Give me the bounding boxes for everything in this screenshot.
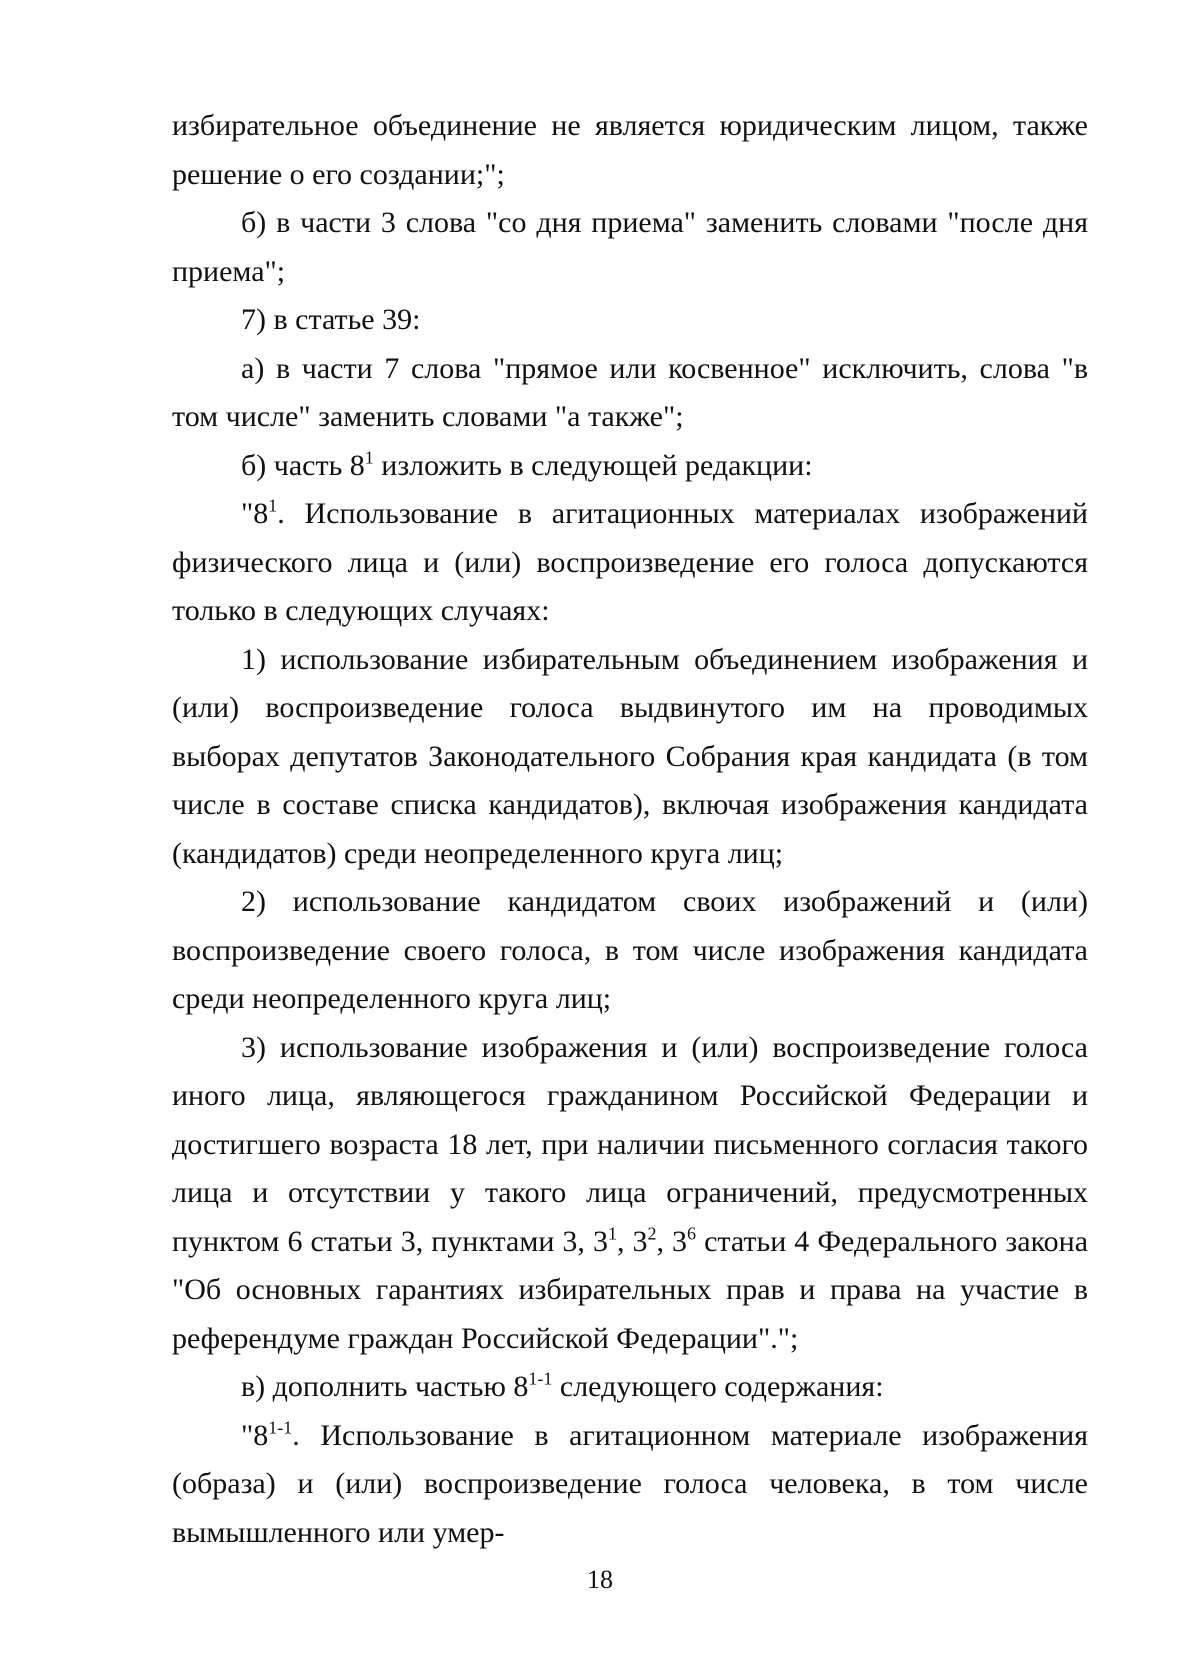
superscript: 1: [364, 446, 374, 467]
paragraph-text: "8: [241, 1418, 269, 1452]
superscript: 2: [647, 1222, 657, 1243]
paragraph: [172, 1363, 1088, 1412]
paragraph-text: а) в части 7 слова "прямое или косвенное" исключить, слова "в том числе" заменить словами "а также";: [172, 351, 1088, 433]
paragraph-text: 2) использование кандидатом своих изображений и (или) воспроизведение своего голоса, в том числе изображения кандидата среди неопределенного круга лиц;: [172, 885, 1088, 1015]
paragraph-text: изложить в следующей редакции:: [373, 448, 813, 482]
superscript: 6: [687, 1222, 697, 1243]
paragraph: [172, 636, 1088, 879]
paragraph-text: 3) использование изображения и (или) воспроизведение голоса иного лица, являющегося гражданином Российской Федерации и достигшего возраста 18 лет, при наличии письменного согласия такого лица и отсутствии у такого лица ограничений, предусмотренных пунктом 6 статьи 3, пунктами 3, 3: [172, 1030, 1088, 1258]
paragraph-text: . Использование в агитационных материалах изображений физического лица и (или) воспроизведение его голоса допускаются только в следующих случаях:: [172, 497, 1088, 627]
paragraph-text: , 3: [616, 1224, 648, 1258]
paragraph-text: б) в части 3 слова "со дня приема" заменить словами "после дня приема";: [172, 206, 1088, 288]
paragraph-text: следующего содержания:: [552, 1370, 884, 1403]
page-number: 18: [587, 1565, 613, 1594]
superscript: 1-1: [528, 1368, 553, 1389]
paragraph: [172, 345, 1088, 442]
paragraph: [172, 878, 1088, 1024]
paragraph: [172, 199, 1088, 296]
paragraph-text: статьи 4 Федерального закона "Об основных гарантиях избирательных прав и права на участие в референдуме граждан Российской Федерации".";: [172, 1224, 1089, 1355]
paragraph-text: "8: [241, 497, 269, 530]
superscript: 1: [268, 495, 278, 516]
paragraph: [172, 1412, 1088, 1558]
paragraph-text: 1) использование избирательным объединением изображения и (или) воспроизведение голоса выдвинутого им на проводимых выборах депутатов Законодательного Собрания края кандидата (в том числе в составе списка кандидатов), включая изображения кандидата (кандидатов) среди неопределенного круга лиц;: [172, 642, 1088, 870]
paragraph: [172, 1024, 1088, 1364]
paragraph-text: избирательное объединение не является юридическим лицом, также решение о его создании;";: [172, 109, 1088, 191]
paragraph: [172, 490, 1088, 636]
paragraph-text: , 3: [656, 1224, 688, 1258]
paragraph: [172, 102, 1088, 199]
paragraph-text: в) дополнить частью 8: [241, 1370, 529, 1403]
paragraph-text: 7) в статье 39:: [241, 303, 421, 336]
superscript: 1: [607, 1222, 617, 1243]
superscript: 1-1: [268, 1416, 293, 1437]
paragraph-text: . Использование в агитационном материале изображения (образа) и (или) воспроизведение голоса человека, в том числе вымышленного или умер-: [172, 1418, 1088, 1549]
paragraph-text: б) часть 8: [241, 448, 365, 482]
paragraph: [172, 442, 1088, 491]
paragraph: [172, 296, 1088, 345]
document-body: [172, 102, 1088, 1557]
